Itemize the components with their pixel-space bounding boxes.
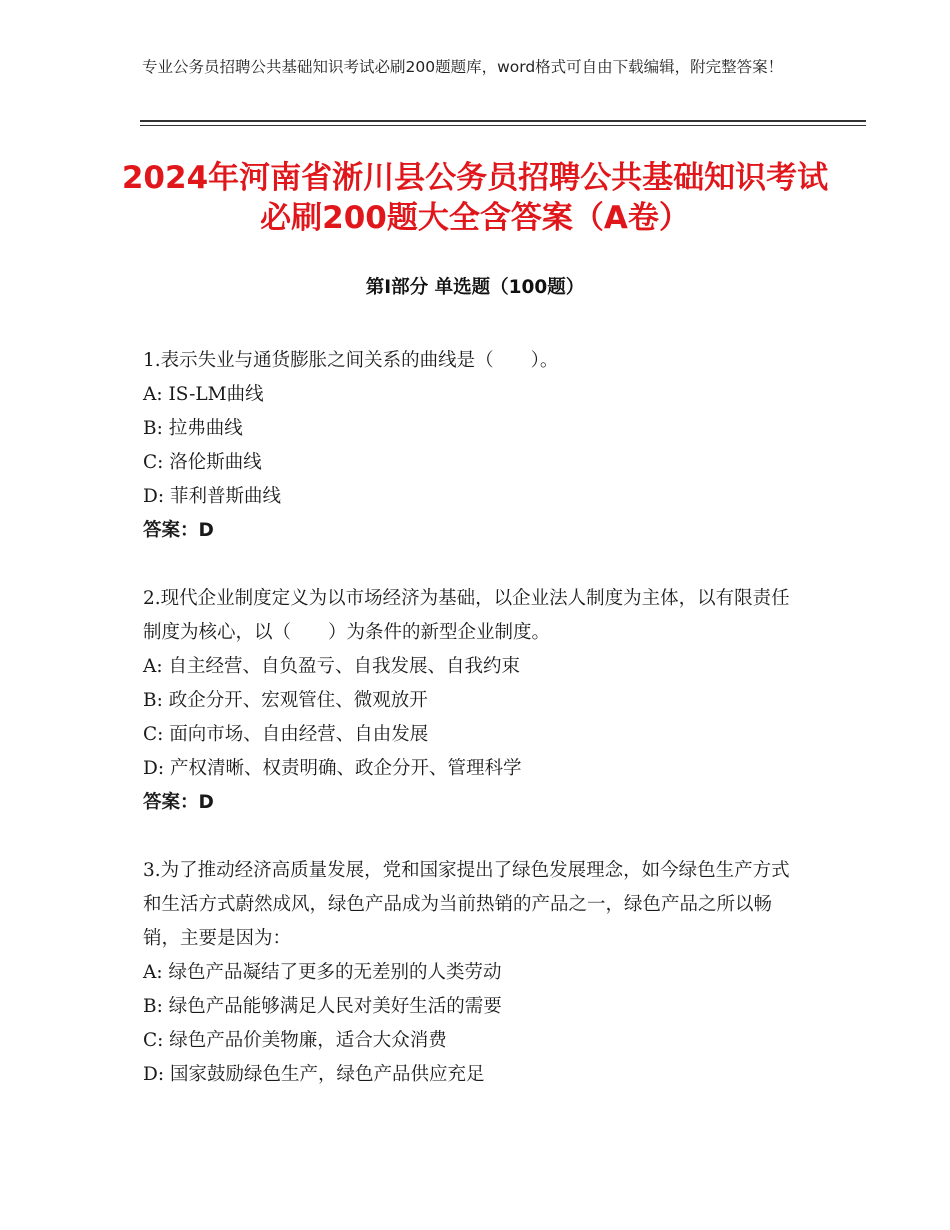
answer-label: 答案：D	[143, 792, 214, 813]
option-c: C: 洛伦斯曲线	[143, 452, 262, 473]
question-stem: 2.现代企业制度定义为以市场经济为基础，以企业法人制度为主体，以有限责任制度为核心，以（ ）为条件的新型企业制度。	[143, 588, 790, 643]
header-divider-thick	[140, 120, 866, 122]
question-stem: 3.为了推动经济高质量发展，党和国家提出了绿色发展理念，如今绿色生产方式和生活方式蔚然成风，绿色产品成为当前热销的产品之一，绿色产品之所以畅销，主要是因为：	[143, 860, 790, 949]
header-divider-thin	[140, 125, 866, 126]
option-b: B: 绿色产品能够满足人民对美好生活的需要	[143, 996, 502, 1017]
question-list	[143, 344, 803, 1126]
answer-label: 答案：D	[143, 520, 214, 541]
question-stem: 1.表示失业与通货膨胀之间关系的曲线是（ ）。	[143, 350, 559, 371]
header-note: 专业公务员招聘公共基础知识考试必刷200题题库，word格式可自由下载编辑，附完整答案！	[142, 58, 784, 76]
option-d: D: 国家鼓励绿色生产，绿色产品供应充足	[143, 1064, 485, 1085]
option-a: A: 绿色产品凝结了更多的无差别的人类劳动	[143, 962, 502, 983]
question-3	[143, 854, 803, 1092]
question-2	[143, 582, 803, 820]
option-a: A: 自主经营、自负盈亏、自我发展、自我约束	[143, 656, 520, 677]
option-c: C: 绿色产品价美物廉，适合大众消费	[143, 1030, 447, 1051]
option-b: B: 政企分开、宏观管住、微观放开	[143, 690, 428, 711]
option-c: C: 面向市场、自由经营、自由发展	[143, 724, 429, 745]
option-b: B: 拉弗曲线	[143, 418, 243, 439]
option-d: D: 菲利普斯曲线	[143, 486, 281, 507]
document-title: 2024年河南省淅川县公务员招聘公共基础知识考试必刷200题大全含答案（A卷）	[121, 160, 829, 236]
option-d: D: 产权清晰、权责明确、政企分开、管理科学	[143, 758, 522, 779]
section-title: 第I部分 单选题（100题）	[365, 277, 585, 298]
question-1	[143, 344, 803, 548]
option-a: A: IS-LM曲线	[143, 384, 264, 405]
